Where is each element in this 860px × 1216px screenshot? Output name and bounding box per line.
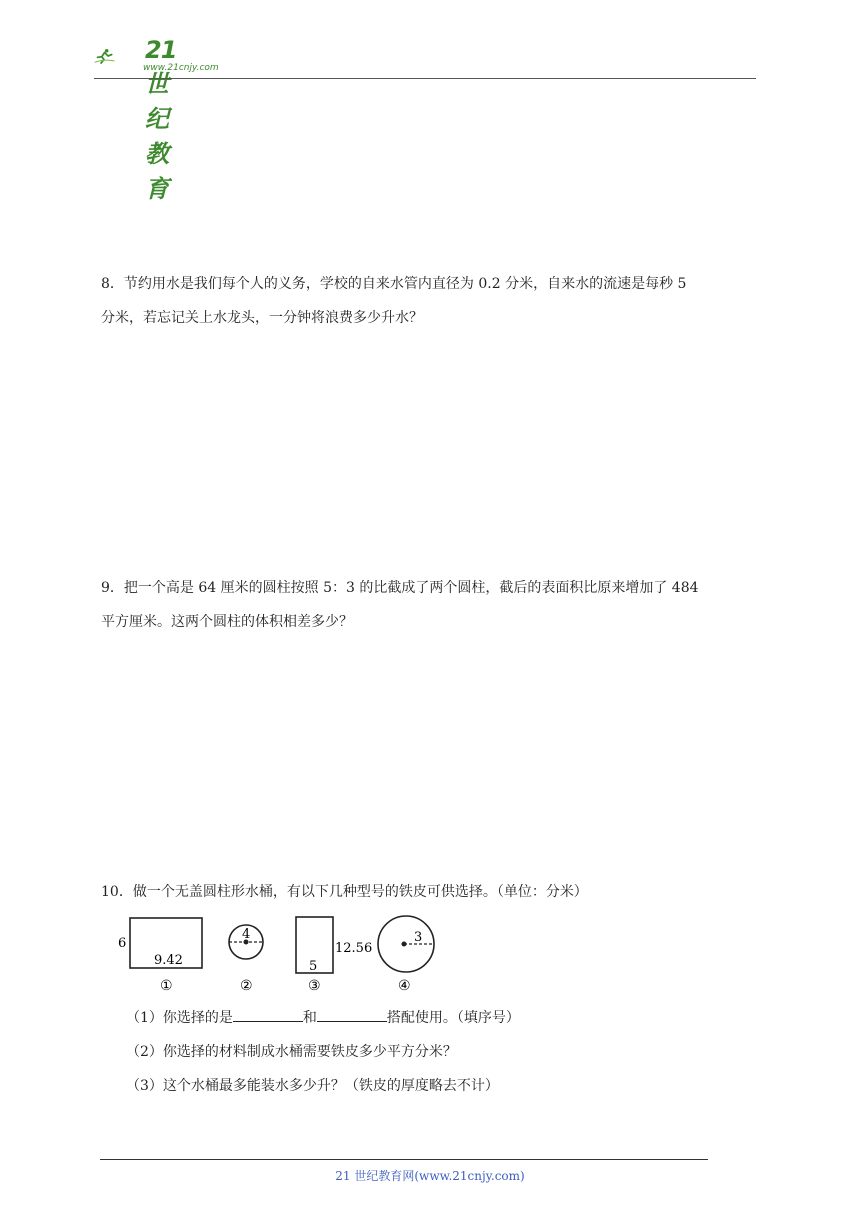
question-10-part-3: （3）这个水桶最多能装水多少升？（铁皮的厚度略去不计） [126, 1078, 499, 1094]
question-10-part-1 [126, 1007, 520, 1027]
sheet-3-number: ③ [308, 978, 321, 994]
question-9-line-2: 平方厘米。这两个圆柱的体积相差多少？ [101, 614, 353, 630]
question-8-line-2: 分米，若忘记关上水龙头，一分钟将浪费多少升水？ [101, 310, 423, 326]
sheet-1-number: ① [160, 978, 173, 994]
question-10-stem: 10．做一个无盖圆柱形水桶，有以下几种型号的铁皮可供选择。（单位：分米） [101, 884, 588, 900]
footer-divider [100, 1159, 708, 1160]
part-1-prefix: （1）你选择的是 [126, 1010, 233, 1026]
logo-url: www.21cnjy.com [143, 63, 219, 73]
part-1-suffix: 搭配使用。（填序号） [386, 1010, 520, 1026]
answer-blank-2[interactable] [317, 1007, 387, 1022]
question-9 [101, 571, 757, 639]
question-9-line-1: 9．把一个高是 64 厘米的圆柱按照 5：3 的比截成了两个圆柱，截后的表面积比原来增加了 484 [101, 580, 699, 596]
footer-text: 21 世纪教育网(www.21cnjy.com) [335, 1169, 525, 1183]
sheet-3-height-label: 12.56 [335, 941, 373, 956]
answer-blank-1[interactable] [233, 1007, 303, 1022]
sheet-1-width-label: 9.42 [154, 953, 183, 968]
question-8-line-1: 8．节约用水是我们每个人的义务，学校的自来水管内直径为 0.2 分米，自来水的流速是每秒 5 [101, 276, 687, 292]
sheet-4-radius-label: 3 [414, 930, 423, 945]
sheet-2-number: ② [240, 978, 253, 994]
header-divider [94, 78, 756, 79]
sheet-3-width-label: 5 [309, 959, 318, 974]
part-1-and: 和 [302, 1010, 317, 1026]
question-8 [101, 267, 757, 335]
sheet-2-diameter-label: 4 [242, 927, 251, 942]
iron-sheet-figure [110, 912, 440, 996]
question-10-part-2: （2）你选择的材料制成水桶需要铁皮多少平方分米？ [126, 1044, 457, 1060]
sheet-1-height-label: 6 [118, 936, 127, 951]
logo-text: 21世纪教育 [145, 36, 177, 203]
sheet-4-number: ④ [398, 978, 411, 994]
